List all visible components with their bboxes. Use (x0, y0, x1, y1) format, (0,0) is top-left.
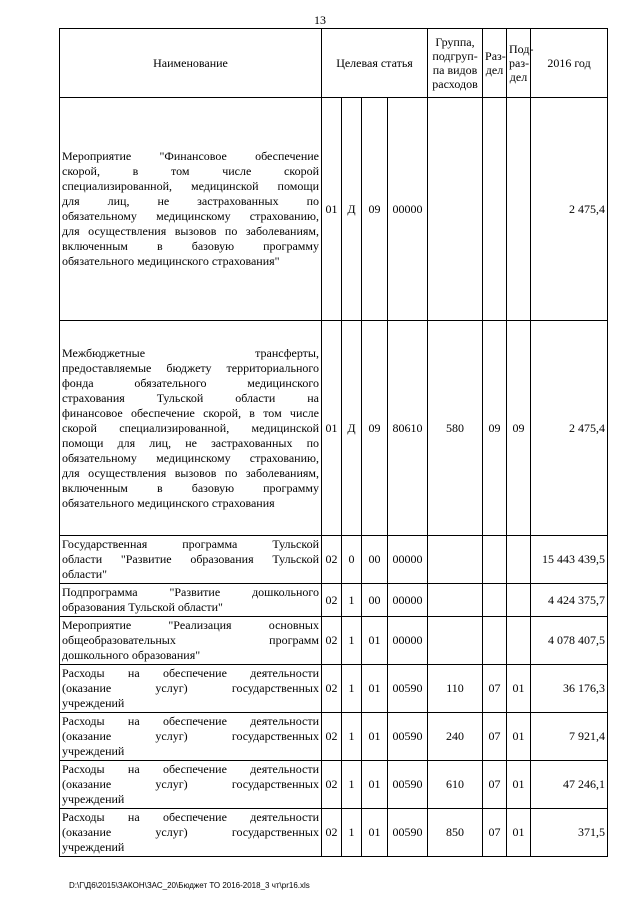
row-name-line: Мероприятие "Финансовое обеспечение (62, 149, 319, 163)
expense-group (428, 536, 483, 584)
subsection-code: 01 (507, 761, 531, 809)
expense-group: 110 (428, 665, 483, 713)
row-name (60, 536, 322, 584)
row-name (60, 665, 322, 713)
table-row (60, 809, 608, 857)
target-code-event: 09 (362, 98, 388, 321)
target-code-program: 02 (322, 665, 342, 713)
target-code-direction: 00000 (388, 617, 428, 665)
target-code-event: 00 (362, 536, 388, 584)
subsection-code: 01 (507, 665, 531, 713)
row-name-line: предоставляемые бюджету территориального (62, 360, 319, 375)
row-name-line: дошкольного образования" (62, 648, 201, 662)
header-group-line: расходов (432, 77, 478, 91)
target-code-program: 01 (322, 98, 342, 321)
table-row (60, 98, 608, 321)
row-name (60, 713, 322, 761)
target-code-event: 01 (362, 617, 388, 665)
target-code-subprogram: 1 (342, 809, 362, 857)
header-group-line: па видов (432, 63, 478, 77)
table-row (60, 761, 608, 809)
target-code-event: 01 (362, 665, 388, 713)
row-name-line: Мероприятие "Реализация основных (62, 618, 319, 632)
row-name-line: Подпрограмма "Развитие дошкольного (62, 585, 319, 599)
row-name-line: обязательного медицинского страхования (62, 495, 275, 510)
row-name-line: Расходы на обеспечение деятельности (62, 714, 319, 728)
amount-2016: 371,5 (531, 809, 608, 857)
header-group-line: подгруп- (432, 49, 478, 63)
header-subsection-line: раз- (509, 56, 530, 70)
amount-2016: 36 176,3 (531, 665, 608, 713)
target-code-program: 02 (322, 761, 342, 809)
target-code-subprogram: 0 (342, 536, 362, 584)
row-name-line: учреждений (62, 792, 125, 806)
section-code (483, 98, 507, 321)
budget-table (59, 28, 608, 857)
row-name-line: (оказание услуг) государственных (62, 825, 319, 839)
row-name-line: страхования Тульской области на (62, 390, 319, 405)
row-name-line: учреждений (62, 840, 125, 854)
target-code-program: 01 (322, 321, 342, 536)
row-name-line: обязательному медицинскому страхованию, (62, 209, 319, 223)
target-code-event: 09 (362, 321, 388, 536)
target-code-event: 00 (362, 584, 388, 617)
header-group (428, 29, 483, 98)
header-name: Наименование (60, 29, 322, 98)
row-name-line: общеобразовательных программ (62, 633, 319, 647)
amount-2016: 4 078 407,5 (531, 617, 608, 665)
row-name-line: скорой специализированной, медицинской (62, 420, 319, 435)
row-name-line: для лиц, не застрахованных по (62, 194, 319, 208)
row-name-line: Расходы на обеспечение деятельности (62, 810, 319, 824)
amount-2016: 2 475,4 (531, 321, 608, 536)
row-name-line: скорой, в том числе скорой (62, 164, 319, 178)
subsection-code: 01 (507, 809, 531, 857)
section-code (483, 617, 507, 665)
table-row (60, 665, 608, 713)
expense-group: 240 (428, 713, 483, 761)
row-name-line: (оказание услуг) государственных (62, 729, 319, 743)
subsection-code (507, 617, 531, 665)
table-header-row (60, 29, 608, 98)
subsection-code (507, 584, 531, 617)
row-name-line: для осуществления вызовов по заболеваниям, (62, 224, 319, 238)
header-group-line: Группа, (435, 35, 475, 49)
target-code-program: 02 (322, 617, 342, 665)
amount-2016: 15 443 439,5 (531, 536, 608, 584)
row-name-line: обязательному медицинскому страхованию, (62, 450, 319, 465)
expense-group (428, 584, 483, 617)
amount-2016: 47 246,1 (531, 761, 608, 809)
target-code-program: 02 (322, 536, 342, 584)
row-name-line: учреждений (62, 696, 125, 710)
row-name-line: включенным в базовую программу (62, 239, 319, 253)
target-code-subprogram: 1 (342, 584, 362, 617)
target-code-subprogram: 1 (342, 761, 362, 809)
target-code-program: 02 (322, 713, 342, 761)
row-name-line: Расходы на обеспечение деятельности (62, 762, 319, 776)
row-name (60, 584, 322, 617)
row-name (60, 321, 322, 536)
header-subsection-line: дел (509, 70, 528, 84)
target-code-direction: 00000 (388, 98, 428, 321)
section-code (483, 536, 507, 584)
row-name (60, 98, 322, 321)
header-section-line: дел (485, 63, 504, 77)
expense-group (428, 617, 483, 665)
table-row (60, 536, 608, 584)
row-name-line: Государственная программа Тульской (62, 537, 319, 551)
row-name-line: (оказание услуг) государственных (62, 777, 319, 791)
expense-group (428, 98, 483, 321)
row-name-line: учреждений (62, 744, 125, 758)
page-number: 13 (314, 13, 326, 27)
target-code-direction: 00590 (388, 713, 428, 761)
target-code-direction: 00000 (388, 584, 428, 617)
row-name-line: включенным в базовую программу (62, 480, 319, 495)
subsection-code (507, 98, 531, 321)
row-name-line: Расходы на обеспечение деятельности (62, 666, 319, 680)
row-name-line: области "Развитие образования Тульской (62, 552, 319, 566)
header-section-line: Раз- (485, 49, 506, 63)
target-code-event: 01 (362, 713, 388, 761)
table-row (60, 713, 608, 761)
file-path-footer: D:\Г\Д6\2015\ЗАКОН\ЗАС_20\Бюджет ТО 2016-2018_3 чт\pr16.xls (69, 881, 310, 890)
target-code-event: 01 (362, 761, 388, 809)
expense-group: 850 (428, 809, 483, 857)
target-code-direction: 80610 (388, 321, 428, 536)
amount-2016: 2 475,4 (531, 98, 608, 321)
amount-2016: 4 424 375,7 (531, 584, 608, 617)
header-subsection-line: Под- (509, 42, 534, 56)
row-name-line: финансовое обеспечение скорой, в том числе (62, 405, 319, 420)
row-name-line: области" (62, 567, 108, 581)
header-subsection (507, 29, 534, 98)
subsection-code: 01 (507, 713, 531, 761)
target-code-subprogram: 1 (342, 665, 362, 713)
row-name-line: обязательного медицинского страхования" (62, 254, 280, 268)
amount-2016: 7 921,4 (531, 713, 608, 761)
target-code-direction: 00590 (388, 761, 428, 809)
header-year: 2016 год (531, 29, 608, 98)
target-code-direction: 00000 (388, 536, 428, 584)
section-code: 07 (483, 761, 507, 809)
header-target: Целевая статья (322, 29, 428, 98)
target-code-subprogram: Д (342, 98, 362, 321)
section-code (483, 584, 507, 617)
target-code-subprogram: 1 (342, 617, 362, 665)
target-code-subprogram: Д (342, 321, 362, 536)
table-row (60, 617, 608, 665)
section-code: 07 (483, 809, 507, 857)
row-name (60, 617, 322, 665)
expense-group: 580 (428, 321, 483, 536)
subsection-code: 09 (507, 321, 531, 536)
target-code-subprogram: 1 (342, 713, 362, 761)
section-code: 07 (483, 665, 507, 713)
row-name-line: помощи для лиц, не застрахованных по (62, 435, 319, 450)
target-code-event: 01 (362, 809, 388, 857)
target-code-direction: 00590 (388, 809, 428, 857)
row-name-line: специализированной, медицинской помощи (62, 179, 319, 193)
table-row (60, 321, 608, 536)
expense-group: 610 (428, 761, 483, 809)
row-name-line: (оказание услуг) государственных (62, 681, 319, 695)
table-row (60, 584, 608, 617)
row-name-line: для осуществления вызовов по заболеваниям, (62, 465, 319, 480)
section-code: 07 (483, 713, 507, 761)
row-name-line: Межбюджетные трансферты, (62, 345, 319, 360)
target-code-program: 02 (322, 809, 342, 857)
target-code-direction: 00590 (388, 665, 428, 713)
subsection-code (507, 536, 531, 584)
target-code-program: 02 (322, 584, 342, 617)
header-section (483, 29, 507, 98)
row-name-line: фонда обязательного медицинского (62, 375, 319, 390)
row-name (60, 761, 322, 809)
row-name (60, 809, 322, 857)
section-code: 09 (483, 321, 507, 536)
row-name-line: образования Тульской области" (62, 600, 223, 614)
